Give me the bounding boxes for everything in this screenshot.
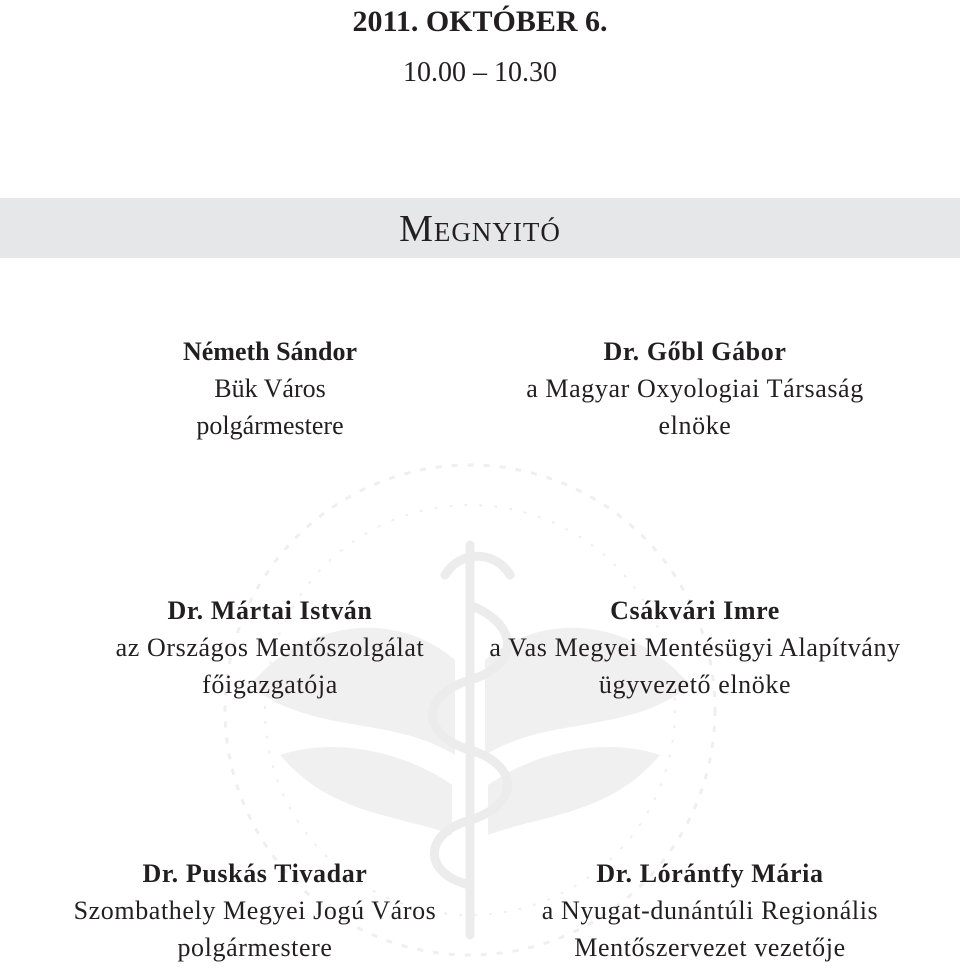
speaker-role: a Vas Megyei Mentésügyi Alapítvány	[489, 633, 901, 662]
speaker-card	[480, 333, 910, 444]
speaker-role: elnöke	[658, 411, 732, 440]
speaker-role: a Nyugat-dunántúli Regionális	[541, 896, 879, 925]
speaker-role: Bük Város	[214, 374, 326, 403]
speaker-card	[455, 592, 935, 703]
event-date: 2011. OKTÓBER 6.	[352, 5, 608, 38]
speaker-role: Szombathely Megyei Jogú Város	[73, 896, 437, 925]
speaker-name: Dr. Gőbl Gábor	[603, 337, 787, 366]
speaker-card	[30, 855, 480, 966]
speaker-role: a Magyar Oxyologiai Társaság	[526, 374, 864, 403]
section-title: Megnyitó	[399, 208, 561, 250]
event-time: 10.00 – 10.30	[403, 57, 557, 88]
speaker-role: polgármestere	[177, 933, 333, 962]
speaker-name: Csákvári Imre	[610, 596, 780, 625]
speaker-role: főigazgatója	[202, 670, 338, 699]
speaker-name: Németh Sándor	[182, 337, 358, 366]
speaker-role: Mentőszervezet vezetője	[574, 933, 846, 962]
speaker-name: Dr. Mártai István	[167, 596, 373, 625]
section-banner	[0, 198, 960, 258]
speaker-name: Dr. Puskás Tivadar	[142, 859, 368, 888]
speaker-name: Dr. Lórántfy Mária	[596, 859, 824, 888]
speaker-card	[490, 855, 930, 966]
speaker-card	[140, 333, 400, 444]
speaker-role: ügyvezető elnöke	[598, 670, 792, 699]
speaker-role: az Országos Mentőszolgálat	[115, 633, 425, 662]
speaker-card	[70, 592, 470, 703]
speaker-role: polgármestere	[196, 411, 344, 440]
